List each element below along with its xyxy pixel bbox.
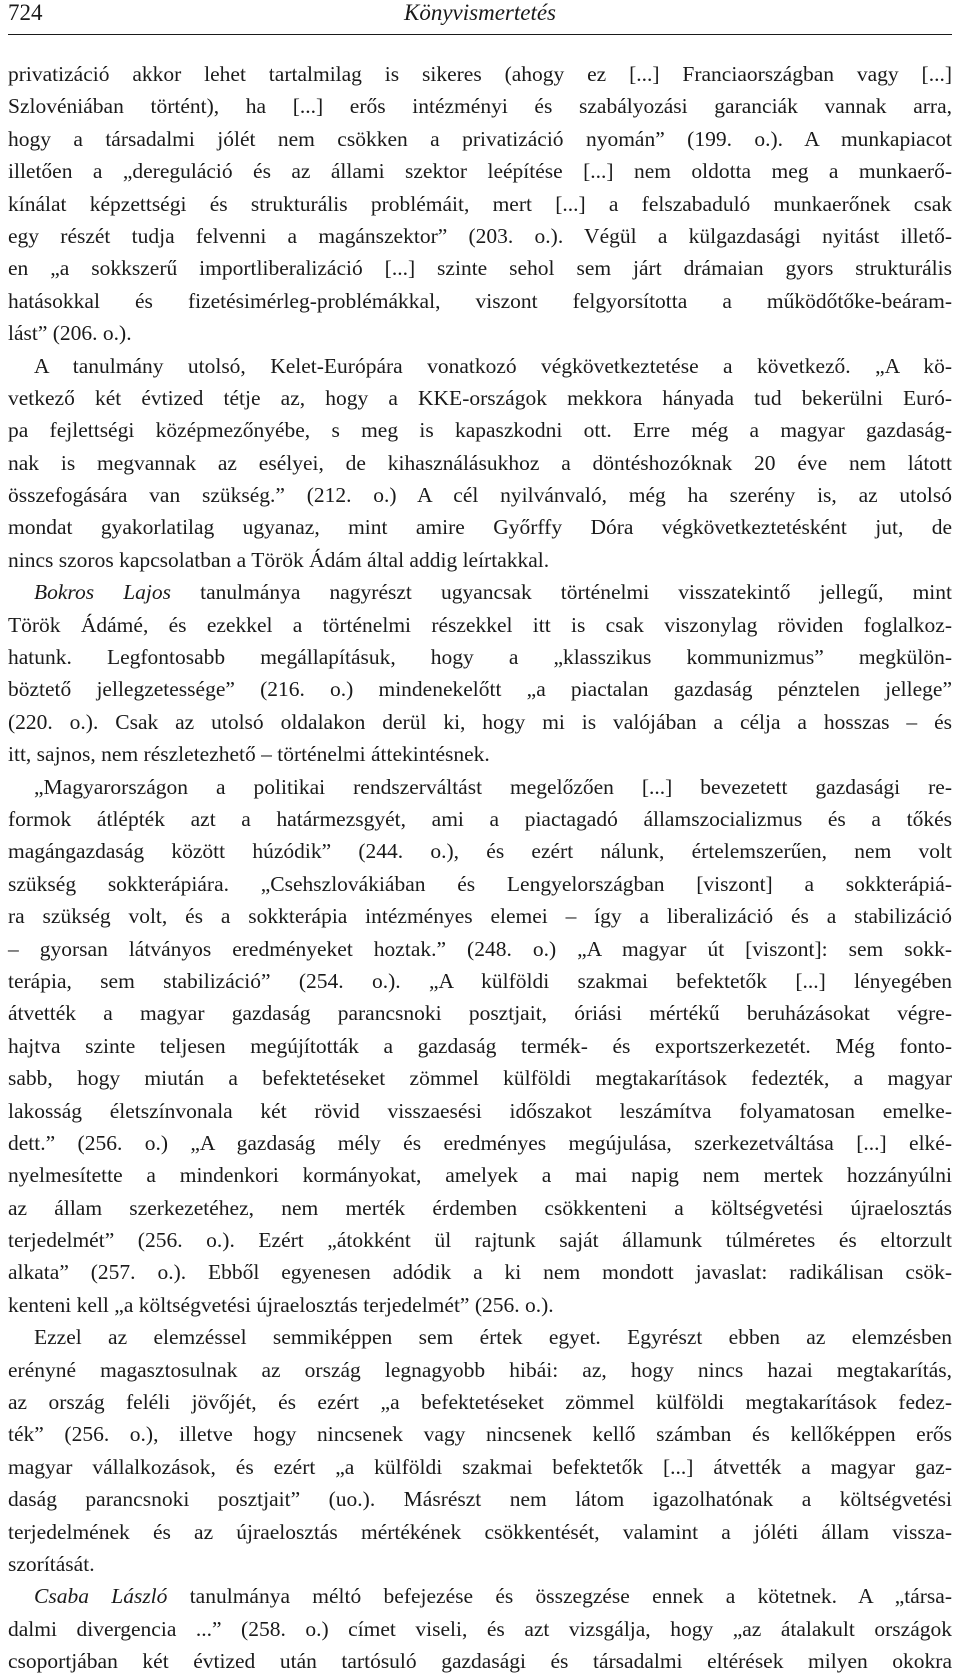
text-line	[8, 1256, 952, 1288]
line-text: illetően a „dereguláció és az állami szektor leépítése [...] nem oldotta meg a munkaerő-	[8, 159, 952, 184]
line-text: A tanulmány utolsó, Kelet-Európára vonatkozó végkövetkeztetése a következő. „A kö-	[34, 353, 952, 378]
text-line	[8, 155, 952, 187]
line-text: dett.” (256. o.) „A gazdaság mély és eredményes megújulása, szerkezetváltása [...] elké-	[8, 1130, 952, 1155]
text-line	[8, 1289, 952, 1321]
text-line	[8, 803, 952, 835]
author-name: Csaba László	[34, 1584, 168, 1609]
text-line	[8, 285, 952, 317]
line-text: daság parancsnoki posztjait” (uo.). Másrészt nem látom igazolhatónak a költségvetési	[8, 1487, 952, 1512]
text-line	[8, 1580, 952, 1612]
line-text: nyelmesítette a mindenkori kormányokat, amelyek a mai napig nem mertek hozzányúlni	[8, 1163, 952, 1188]
line-text: átvették a magyar gazdaság parancsnoki posztjait, óriási mértékű beruházásokat végre-	[8, 1001, 952, 1026]
line-text: alkata” (257. o.). Ebből egyenesen adódik a ki nem mondott javaslat: radikálisan csök-	[8, 1260, 952, 1285]
text-line	[8, 1516, 952, 1548]
line-text: csoportjában két évtized után tartósuló gazdasági és társadalmi eltérések milyen okokra	[8, 1649, 952, 1674]
line-text: formok átlépték azt a határmezsgyét, ami a piactagadó államszocializmus és a tőkés	[8, 806, 952, 831]
line-text: nak is megvannak az esélyei, de kihasználásukhoz a döntéshozóknak 20 éve nem látott	[8, 450, 952, 475]
text-line	[8, 1548, 952, 1580]
text-line	[8, 1127, 952, 1159]
text-line	[8, 1095, 952, 1127]
text-line	[8, 1645, 952, 1677]
line-text: hatunk. Legfontosabb megállapításuk, hogy a „klasszikus kommunizmus” megkülön-	[8, 645, 952, 670]
line-text: böztető jellegzetessége” (216. o.) mindenekelőtt „a piactalan gazdaság pénztelen jellege”	[8, 677, 952, 702]
text-line	[8, 965, 952, 997]
page-header	[8, 0, 952, 28]
line-text: Ezzel az elemzéssel semmiképpen sem értek egyet. Egyrészt ebben az elemzésben	[34, 1325, 952, 1350]
line-text: összefogására van szükség.” (212. o.) A cél nyilvánvaló, még ha szerény is, az utolsó	[8, 483, 952, 508]
text-line	[8, 738, 952, 770]
body-text	[8, 58, 952, 1678]
text-line	[8, 1386, 952, 1418]
text-line	[8, 511, 952, 543]
line-text: Szlovéniában történt), ha [...] erős intézményi és szabályozási garanciák vannak arra,	[8, 94, 952, 119]
text-line	[8, 900, 952, 932]
line-text: terápia, sem stabilizáció” (254. o.). „A külföldi szakmai befektetők [...] lényegében	[8, 968, 952, 993]
line-text: szorítását.	[8, 1551, 95, 1576]
line-text: „Magyarországon a politikai rendszerváltást megelőzően [...] bevezetett gazdasági re-	[34, 774, 952, 799]
line-text: magángazdaság között húzódik” (244. o.), és ezért nálunk, értelemszerűen, nem volt	[8, 839, 952, 864]
text-line	[8, 317, 952, 349]
text-line	[8, 1451, 952, 1483]
text-line	[8, 58, 952, 90]
text-line	[8, 90, 952, 122]
line-text: Török Ádámé, és ezekkel a történelmi részekkel itt is csak viszonylag röviden foglalkoz-	[8, 612, 952, 637]
line-text: egy részét tudja felvenni a magánszektor” (203. o.). Végül a külgazdasági nyitást illető-	[8, 223, 952, 248]
line-text: magyar vállalkozások, és ezért „a külföldi szakmai befektetők [...] átvették a magyar gaz-	[8, 1454, 952, 1479]
text-line	[8, 1613, 952, 1645]
text-line	[8, 1030, 952, 1062]
line-text: hatásokkal és fizetésimérleg-problémákkal, viszont felgyorsította a működőtőke-beáram-	[8, 288, 952, 313]
text-line	[8, 1159, 952, 1191]
line-text: pa fejlettségi középmezőnyébe, s meg is kapaszkodni ott. Erre még a magyar gazdaság-	[8, 418, 952, 443]
text-line	[8, 1224, 952, 1256]
text-line	[8, 835, 952, 867]
text-line	[8, 1418, 952, 1450]
text-line	[8, 544, 952, 576]
text-line	[8, 382, 952, 414]
line-text: az ország feléli jövőjét, és ezért „a befektetéseket zömmel külföldi megtakarítások fedez-	[8, 1390, 952, 1415]
text-line	[8, 1483, 952, 1515]
line-text: dalmi divergencia ...” (258. o.) címet viseli, és azt vizsgálja, hogy „az átalakult országok	[8, 1616, 952, 1641]
line-text: kenteni kell „a költségvetési újraelosztás terjedelmét” (256. o.).	[8, 1292, 554, 1317]
text-line	[8, 220, 952, 252]
line-text: erényné magasztosulnak az ország legnagyobb hibái: az, hogy nincs hazai megtakarítás,	[8, 1357, 952, 1382]
line-text: terjedelmének és az újraelosztás mértékének csökkentését, valamint a jóléti állam vissza-	[8, 1519, 952, 1544]
line-text: itt, sajnos, nem részletezhető – történelmi áttekintésnek.	[8, 742, 490, 767]
text-line	[8, 609, 952, 641]
text-line	[8, 1192, 952, 1224]
text-line	[8, 1354, 952, 1386]
text-line	[8, 997, 952, 1029]
text-line	[8, 123, 952, 155]
text-line	[8, 479, 952, 511]
line-text: tanulmánya nagyrészt ugyancsak történelmi visszatekintő jellegű, mint	[171, 580, 952, 605]
text-line	[8, 1062, 952, 1094]
line-text: az állam szerkezetéhez, nem merték érdemben csökkenteni a költségvetési újraelosztás	[8, 1195, 952, 1220]
line-text: sabb, hogy miután a befektetéseket zömmel külföldi megtakarítások fedezték, a magyar	[8, 1066, 952, 1091]
text-line	[8, 252, 952, 284]
line-text: szükség sokkterápiára. „Csehszlovákiában és Lengyelországban [viszont] a sokkterápiá-	[8, 871, 952, 896]
text-line	[8, 188, 952, 220]
text-line	[8, 641, 952, 673]
text-line	[8, 414, 952, 446]
line-text: kínálat képzettségi és strukturális problémáit, mert [...] a felszabaduló munkaerőnek csak	[8, 191, 952, 216]
header-rule	[8, 34, 952, 35]
text-line	[8, 350, 952, 382]
author-name: Bokros Lajos	[34, 580, 172, 605]
line-text: ra szükség volt, és a sokkterápia intézményes elemei – így a liberalizáció és a stabilizáció	[8, 904, 952, 929]
line-text: (220. o.). Csak az utolsó oldalakon derül ki, hogy mi is valójában a célja a hosszas – és	[8, 709, 952, 734]
line-text: tanulmánya méltó befejezése és összegzése ennek a kötetnek. A „társa-	[167, 1584, 952, 1609]
page-number: 724	[8, 0, 43, 25]
text-line	[8, 706, 952, 738]
text-line	[8, 868, 952, 900]
line-text: vetkező két évtized tétje az, hogy a KKE-országok mekkora hányada tud bekerülni Euró-	[8, 385, 952, 410]
line-text: mondat gyakorlatilag ugyanaz, mint amire Győrffy Dóra végkövetkeztetésként jut, de	[8, 515, 952, 540]
line-text: – gyorsan látványos eredményeket hoztak.” (248. o.) „A magyar út [viszont]: sem sokk-	[8, 936, 952, 961]
line-text: lást” (206. o.).	[8, 321, 132, 346]
line-text: hajtva szinte teljesen megújították a gazdaság termék- és exportszerkezetét. Még fonto-	[8, 1033, 952, 1058]
text-line	[8, 447, 952, 479]
line-text: terjedelmét” (256. o.). Ezért „átokként ül rajtunk saját államunk túlméretes és eltorzult	[8, 1228, 952, 1253]
text-line	[8, 933, 952, 965]
text-line	[8, 673, 952, 705]
text-line	[8, 1321, 952, 1353]
line-text: ték” (256. o.), illetve hogy nincsenek vagy nincsenek kellő számban és kellőképpen erős	[8, 1422, 952, 1447]
text-line	[8, 576, 952, 608]
line-text: en „a sokkszerű importliberalizáció [...] szinte sehol sem járt drámaian gyors strukturális	[8, 256, 952, 281]
line-text: nincs szoros kapcsolatban a Török Ádám által addig leírtakkal.	[8, 547, 550, 572]
line-text: privatizáció akkor lehet tartalmilag is sikeres (ahogy ez [...] Franciaországban vagy [...]	[8, 62, 952, 86]
line-text: lakosság életszínvonala két rövid visszaesési időszakot leszámítva folyamatosan emelke-	[8, 1098, 952, 1123]
line-text: hogy a társadalmi jólét nem csökken a privatizáció nyomán” (199. o.). A munkapiacot	[8, 126, 952, 151]
running-title: Könyvismertetés	[403, 0, 556, 25]
text-line	[8, 771, 952, 803]
